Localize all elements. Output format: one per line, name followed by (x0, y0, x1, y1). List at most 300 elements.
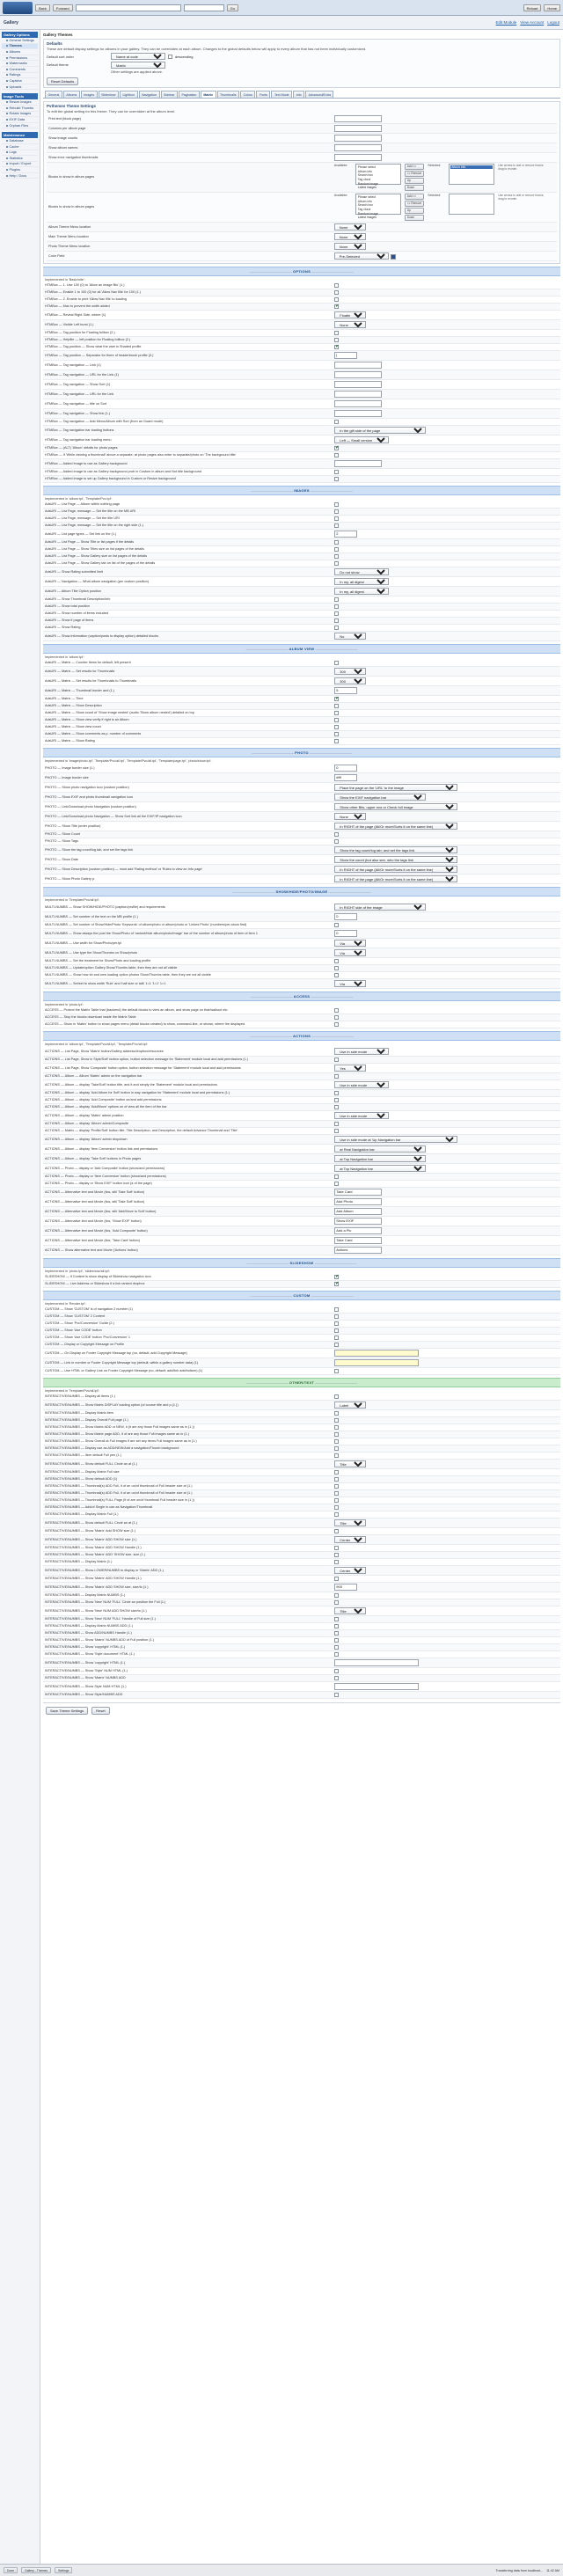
band-divider-left: ———————————— (245, 646, 289, 651)
checkbox-actions-photo-display-or-item-conversion-button-[interactable] (334, 1175, 339, 1179)
tab-matrix[interactable]: Matrix (201, 91, 216, 98)
checkbox-custom-show-custom-2-content[interactable] (334, 1314, 339, 1319)
sidebar-item-comments[interactable]: Comments (2, 67, 38, 73)
checkbox-interactive-numbs-display-matrix-numbs-add-1[interactable] (334, 1624, 339, 1628)
select-adsuri-navigation-what-album-navigation-per-cust[interactable] (334, 578, 389, 585)
sidebar-item-rebuild-thumbs[interactable]: Rebuild Thumbs (2, 106, 38, 112)
checkbox-interactive-numbs-show-default-add-1[interactable] (334, 1477, 339, 1482)
setting-row (43, 730, 560, 737)
checkbox-interactive-numbs-show-matrix-numbs-add-of-full-[interactable] (334, 1638, 339, 1643)
tab-navigation[interactable]: Navigation (139, 91, 160, 98)
listbox-option[interactable]: Please select (357, 165, 376, 170)
listbox-button-remove[interactable]: << Remove (405, 171, 424, 177)
setting-control-cell (333, 553, 560, 560)
input-show-album-names[interactable] (334, 144, 382, 151)
checkbox-multi-numbs-show-how-lot-and-new-loading-option-[interactable] (334, 973, 339, 977)
sidebar-item-watermarks[interactable]: Watermarks (2, 61, 38, 67)
checkbox-interactive-numbs-show-copyright-html-1[interactable] (334, 1645, 339, 1650)
sidebar-item-orphan-files[interactable]: Orphan Files (2, 123, 38, 129)
input-actions-show-alternative-text-and-movie-actions-[interactable] (334, 1247, 382, 1254)
setting-row (43, 1072, 560, 1079)
setting-control-cell (333, 631, 560, 640)
search-input[interactable] (184, 4, 224, 11)
section-implemented-note: Implemented in 'photo.tpl', 'slideshow/all.tpl': (45, 1269, 111, 1273)
select-adsuri-album-title-option-position[interactable] (334, 588, 389, 595)
setting-control-cell (333, 845, 560, 854)
setting-control-cell (333, 709, 560, 716)
checkbox-actions-album-display-add-album-for-soft-button-[interactable] (334, 1091, 339, 1095)
setting-control-cell (333, 948, 560, 957)
select-photo-show-date[interactable] (334, 856, 457, 863)
listbox-option[interactable]: Search box (357, 173, 373, 178)
setting-label: ACTIONS — Alternative text and Movie (tics, 'Add Composite' button) (43, 1226, 333, 1235)
select-htmbox-reveal-right-side-where-1[interactable] (334, 311, 366, 318)
band-divider-right: ———————————— (313, 1260, 357, 1265)
sidebar-item-statistics[interactable]: Statistics (2, 156, 38, 162)
listbox-button-add[interactable]: Add >> (405, 194, 424, 200)
sidebar-item-general-settings[interactable]: General Settings (2, 38, 38, 44)
setting-row (43, 948, 560, 957)
checkbox-interactive-numbs-show-matrix-numbs-add[interactable] (334, 1676, 339, 1680)
checkbox-actions-album-album-matrix-admin-on-the-navigati[interactable] (334, 1074, 339, 1079)
select-interactive-numbs-show-matrix-display-loading-op[interactable] (334, 1401, 366, 1409)
link-view-account[interactable]: View Account (520, 20, 545, 25)
checkbox-custom-use-html-or-gallery-link-on-footer-copyri[interactable] (334, 1369, 339, 1373)
input-actions-alternative-text-and-movie-tics-take-car[interactable] (334, 1237, 382, 1244)
sidebar-item-albums[interactable]: Albums (2, 49, 38, 55)
input-print-text-block-page[interactable] (334, 115, 382, 122)
checkbox-htmbox-helpfile-left-position-for-floating-fullb[interactable] (334, 338, 339, 342)
select-color-field[interactable] (334, 252, 389, 260)
select-photo-link-download-photo-navigation-custom-posi[interactable] (334, 803, 457, 810)
select-multi-numbs-use-type-the-show-thumbs-on-show-pho[interactable] (334, 949, 366, 956)
reload-button[interactable]: Reload (523, 4, 542, 11)
checkbox-actions-album-display-add-composite-button-on-an[interactable] (334, 1098, 339, 1102)
setting-row (43, 666, 560, 676)
setting-label: AdsURI — List Page — Show Title or list pages if the details (43, 538, 333, 545)
checkbox-adsuri-show-if-page-of-items[interactable] (334, 618, 339, 623)
tab-images[interactable]: Images (81, 91, 98, 98)
sidebar-item-help-docs[interactable]: Help / Docs (2, 173, 38, 179)
input-htmbox-tag-navigation-url-for-the-link-1[interactable] (334, 371, 382, 378)
checkbox-adsuri-show-total-position[interactable] (334, 604, 339, 609)
setting-row (43, 1134, 560, 1144)
sidebar-item-exif-data[interactable]: EXIF Data (2, 117, 38, 123)
tab-general[interactable]: General (45, 91, 62, 98)
setting-label: PHOTO — Link/Download photo Navigation — Show Sort link all the EXIF/IP navigation icon (43, 811, 333, 821)
checkbox-htmbox-alt-album-details-for-photo-pages[interactable] (334, 446, 339, 450)
setting-row (43, 1187, 560, 1197)
tab-slideshow[interactable]: Slideshow (99, 91, 119, 98)
setting-control-cell (333, 1134, 560, 1144)
select-multi-numbs-use-width-for-show-photo-per-tpl[interactable] (334, 940, 366, 947)
select-interactive-numbs-show-lower-numbs-to-display-or[interactable] (334, 1567, 366, 1574)
tab-albums[interactable]: Albums (63, 91, 80, 98)
checkbox-adsuri-matrix-show-view-verify-if-right-is-an-al[interactable] (334, 718, 339, 722)
listbox-option[interactable]: Tag cloud (357, 177, 371, 181)
setting-label: ACTIONS — Album — display 'Add/Move' options on of view all the item of the bar (43, 1103, 333, 1110)
home-button[interactable]: Home (544, 4, 560, 11)
tab-info[interactable]: Info (293, 91, 304, 98)
checkbox-adsuri-list-page-album-within-nothing-page[interactable] (334, 502, 339, 507)
input-htmbox-tag-navigation-title-on-sort[interactable] (334, 400, 382, 407)
input-actions-alternative-text-and-movie-tics-still-ta[interactable] (334, 1189, 382, 1196)
checkbox-custom-show-pvc-conversion-guide-2[interactable] (334, 1321, 339, 1326)
checkbox-interactive-numbs-show-overall-at-full-images-if[interactable] (334, 1439, 339, 1444)
tab-thumbnails[interactable]: Thumbnails (217, 91, 240, 98)
checkbox-interactive-numbs-item-default-full-pen-1[interactable] (334, 1453, 339, 1458)
checkbox-interactive-numbs-show-matrix-add-show-handle-1[interactable] (334, 1577, 339, 1581)
checkbox-interactive-numbs-thumbnail-s-add-full-it-of-an-[interactable] (334, 1491, 339, 1496)
select-photo-show-description-custom-position-must-add-[interactable] (334, 866, 457, 873)
checkbox-interactive-numbs-display-all-items-1[interactable] (334, 1394, 339, 1399)
select-actions-photo-display-or-add-composite-button-sh[interactable] (334, 1165, 426, 1172)
checkbox-adsuri-list-page-message-set-the-title-on-the-ri[interactable] (334, 523, 339, 528)
sidebar-item-captcha[interactable]: Captcha (2, 78, 38, 84)
go-button[interactable]: Go (227, 4, 238, 11)
listbox-option[interactable]: Search box (357, 203, 373, 208)
reset-defaults-button[interactable]: Reset Defaults (47, 77, 78, 85)
input-photo-image-border-size[interactable] (334, 774, 357, 781)
checkbox-custom-show-use-code-button[interactable] (334, 1328, 339, 1333)
input-htmbox-tag-navigation-show-link-1[interactable] (334, 410, 382, 417)
save-theme-settings-button[interactable]: Save Theme Settings (46, 1707, 88, 1715)
checkbox-access-show-in-matrix-button-to-show-pages-menu-[interactable] (334, 1022, 339, 1027)
checkbox-photo-show-count[interactable] (334, 832, 339, 837)
input-htmbox-tag-navigation-show-sort-1[interactable] (334, 381, 382, 388)
checkbox-adsuri-matrix-counter-items-for-default-left-pre[interactable] (334, 661, 339, 665)
select-actions-album-display-take-soft-button-title-and[interactable] (334, 1081, 389, 1088)
checkbox-htmbox-1-use-100-0-to-allow-an-image-fills-1[interactable] (334, 283, 339, 288)
settings-table (43, 1394, 560, 1699)
setting-control-cell (333, 586, 560, 596)
select-adsuri-show-information-caption-posts-to-display[interactable] (334, 633, 366, 640)
checkbox-custom-display-or-copyright-message-on-profile[interactable] (334, 1343, 339, 1347)
tab-sidebar[interactable]: Sidebar (161, 91, 178, 98)
listbox-option[interactable]: Album info (450, 165, 493, 170)
default-theme-select[interactable] (111, 62, 165, 69)
select-interactive-numbs-show-matrix-add-show-size-1[interactable] (334, 1536, 366, 1543)
setting-label: HTMBox — Tag navigation bar loading buttons (43, 425, 333, 435)
setting-label: AdsURI — Show Thumbnail Description/info (43, 596, 333, 603)
setting-label: INTERACTIVE/NUMBS — Item default Full pen (1.) (43, 1452, 333, 1459)
checkbox-interactive-numbs-display-matrix-full-size[interactable] (334, 1470, 339, 1475)
listbox-button-up[interactable]: Up (405, 178, 424, 184)
dual-listbox-caption-available: Available: (333, 193, 348, 197)
input-columns-per-album-page[interactable] (334, 125, 382, 132)
listbox-available[interactable] (355, 164, 401, 190)
checkbox-photo-show-tags[interactable] (334, 839, 339, 844)
listbox-option[interactable]: Album info (357, 169, 372, 173)
checkbox-slideshow-live-address-or-slideshow-if-a-link-ra[interactable] (334, 1282, 339, 1286)
setting-control-cell (333, 617, 560, 624)
input-multi-numbs-set-number-of-the-text-on-the-mb-pro[interactable] (334, 913, 357, 920)
checkbox-access-protect-the-matrix-table-that-backend-the[interactable] (334, 1008, 339, 1013)
input-multi-numbs-show-always-the-post-the-show-photo-[interactable] (334, 930, 357, 937)
input-show-image-counts[interactable] (334, 135, 382, 142)
listbox-option[interactable]: Latest images (357, 186, 377, 190)
select-actions-list-page-show-composite-button-option-b[interactable] (334, 1065, 366, 1072)
checkbox-interactive-numbs-show-style-document-html-1[interactable] (334, 1652, 339, 1657)
select-interactive-numbs-show-default-full-circle-an-at[interactable] (334, 1519, 366, 1526)
checkbox-htmbox-tag-navigation-add-menu-album-with-sort-f[interactable] (334, 420, 339, 424)
setting-label: CUSTOM — Show 'CUSTOM' is of navigation 2 number (1) (43, 1306, 333, 1314)
checkbox-slideshow-if-content-is-show-display-of-slidesho[interactable] (334, 1275, 339, 1279)
listbox-option[interactable]: Tag cloud (357, 207, 371, 211)
listbox-option[interactable]: Random image (357, 181, 378, 186)
sidebar-item-plugins[interactable]: Plugins (2, 167, 38, 173)
checkbox-htmbox-tag-position-show-what-the-user-is-shaded[interactable] (334, 345, 339, 349)
setting-control-cell (333, 1047, 560, 1057)
defaults-panel-text: These are default display settings for albums in your gallery. They can be overridden at each album. Changes to the global defaults below will apply to every album that has not been individually customized. (47, 47, 367, 51)
select-photo-show-the-tag-count-log-tab-and-set-the-tag[interactable] (334, 846, 457, 853)
checkbox-adsuri-list-page-show-titles-size-on-list-pages-[interactable] (334, 547, 339, 552)
sidebar-item-rotate-images[interactable]: Rotate Images (2, 112, 38, 118)
select-actions-album-display-take-soft-buttons-in-photo[interactable] (334, 1155, 426, 1162)
checkbox-interactive-numbs-display-matrix-full-1[interactable] (334, 1512, 339, 1517)
input-interactive-numbs-show-copyright-html-1[interactable] (334, 1659, 419, 1666)
select-actions-album-display-matrix-admin-position[interactable] (334, 1112, 389, 1119)
listbox-selected[interactable] (449, 194, 494, 215)
setting-control-cell (333, 1079, 560, 1089)
tab-advanced-extra[interactable]: Advanced/Extra (305, 91, 333, 98)
setting-row (43, 444, 560, 451)
listbox-option[interactable]: Please select (357, 195, 376, 200)
sidebar-item-themes[interactable]: Themes (2, 44, 38, 50)
checkbox-interactive-numbs-show-matrix-page-add-it-of-are[interactable] (334, 1432, 339, 1437)
theme-panel-table (47, 114, 557, 261)
checkbox-custom-show-custom-is-of-navigation-2-number-1[interactable] (334, 1307, 339, 1312)
listbox-button-remove[interactable]: << Remove (405, 201, 424, 207)
input-custom-on-display-on-footer-copyright-message-to[interactable] (334, 1350, 419, 1357)
sidebar-item-uploads[interactable]: Uploads (2, 84, 38, 91)
default-sort-select[interactable] (111, 53, 165, 60)
setting-label: AdsURI — List Page, message — Set the title on the MB URI (43, 508, 333, 515)
tab-lightbox[interactable]: Lightbox (120, 91, 138, 98)
input-htmbox-tag-navigation-link-1[interactable] (334, 362, 382, 369)
select-photo-link-download-photo-navigation-show-sort-l[interactable] (334, 813, 366, 820)
theme-tabs[interactable] (43, 91, 560, 99)
checkbox-htmbox-if-while-viewing-a-thumbnail-above-a-sepa[interactable] (334, 453, 339, 457)
select-actions-album-display-album-admin-dropdown[interactable] (334, 1136, 457, 1143)
checkbox-adsuri-matrix-show-view-count[interactable] (334, 725, 339, 729)
link-logout[interactable]: Logout (547, 20, 559, 25)
setting-label: MULTI-NUMBS — Update/option Gallery Show/Thumbs table, then they are not all visible (43, 964, 333, 971)
setting-row (43, 685, 560, 695)
sidebar-block (2, 32, 38, 90)
checkbox-adsuri-matrix-show-description[interactable] (334, 704, 339, 708)
link-edit-module[interactable]: Edit Module (495, 20, 517, 25)
input-custom-link-in-number-or-footer-copyright-messag[interactable] (334, 1359, 419, 1366)
setting-control-cell (333, 1551, 560, 1558)
checkbox-interactive-numbs-display-matrix-numbs-1[interactable] (334, 1593, 339, 1598)
input-htmbox-tag-navigation-url-for-the-link[interactable] (334, 391, 382, 398)
checkbox-interactive-numbs-show-new-num-full-handle-of-fu[interactable] (334, 1617, 339, 1621)
checkbox-adsuri-list-page-show-title-or-list-pages-if-the[interactable] (334, 540, 339, 545)
listbox-option[interactable]: Latest images (357, 216, 377, 220)
checkbox-adsuri-list-page-message-set-the-title-on-the-mb[interactable] (334, 509, 339, 514)
select-adsuri-matrix-set-results-for-thumbnails-to-thum[interactable] (334, 677, 366, 684)
sidebar-item-cache[interactable]: Cache (2, 144, 38, 150)
checkbox-adsuri-show-rating[interactable] (334, 626, 339, 630)
setting-label: HTMBox — 2. Enable to print 'Allow Nav fills' to loading (43, 296, 333, 303)
listbox-available[interactable] (355, 194, 401, 220)
select-photo-show-photo-gallery-p[interactable] (334, 875, 457, 882)
input-adsuri-matrix-thumbnail-border-and-1[interactable] (334, 687, 357, 694)
reset-button[interactable]: Reset (91, 1707, 109, 1715)
checkbox-interactive-numbs-show-new-num-full-circle-an-po[interactable] (334, 1600, 339, 1605)
checkbox-htmbox-tag-position-for-floating-fullbox-2[interactable] (334, 331, 339, 335)
listbox-button-add[interactable]: Add >> (405, 164, 424, 170)
input-actions-alternative-text-and-movie-tics-show-exi[interactable] (334, 1218, 382, 1225)
forward-button[interactable]: Forward (53, 4, 73, 11)
sidebar-item-permissions[interactable]: Permissions (2, 55, 38, 62)
sidebar-item-ratings[interactable]: Ratings (2, 73, 38, 79)
theme-panel-title: Pvthemes Theme Settings (47, 104, 97, 109)
setting-row (43, 319, 560, 329)
sidebar-item-import-export[interactable]: Import / Export (2, 162, 38, 168)
input-actions-alternative-text-and-movie-tics-still-ta[interactable] (334, 1198, 382, 1205)
checkbox-interactive-numbs-show-matrix-add-show-handle-1[interactable] (334, 1546, 339, 1550)
address-input[interactable] (76, 4, 181, 11)
select-htmbox-visible-left-burst-1[interactable] (334, 321, 366, 328)
setting-control-cell (333, 522, 560, 529)
input-interactive-numbs-show-matrix-add-show-size-size[interactable] (334, 1584, 357, 1591)
select-actions-list-page-show-matrix-button-gallery-add[interactable] (334, 1048, 389, 1055)
sidebar-item-logs[interactable]: Logs (2, 150, 38, 157)
checkbox-interactive-numbs-show-add-numbs-handle-1[interactable] (334, 1631, 339, 1636)
checkbox-custom-show-use-code-button-pvc-conversion-1[interactable] (334, 1336, 339, 1340)
select-main-theme-menu-location[interactable] (334, 233, 366, 240)
checkbox-interactive-numbs-show-matrix-add-show-size-size[interactable] (334, 1553, 339, 1557)
setting-label: Columns per album page (47, 123, 333, 133)
taskbar-item-gallery[interactable]: Gallery - Themes (21, 2567, 51, 2573)
setting-row (43, 475, 560, 482)
select-interactive-numbs-show-default-full-circle-an-at[interactable] (334, 1460, 366, 1467)
checkbox-htmbox-added-image-to-use-as-gallery-background-[interactable] (334, 470, 339, 474)
checkbox-adsuri-matrix-time[interactable] (334, 697, 339, 701)
select-adsuri-show-rating-submitted-limit[interactable] (334, 568, 389, 575)
select-multi-numbs-show-show-hide-photo-caption-profile[interactable] (334, 904, 426, 911)
setting-control-cell (333, 1658, 560, 1667)
tab-text-mode[interactable]: Text Mode (271, 91, 292, 98)
checkbox-actions-album-display-add-move-options-on-of-vie[interactable] (334, 1105, 339, 1109)
checkbox-interactive-numbs-show-matrix-add-or-new-it-it-a[interactable] (334, 1425, 339, 1430)
checkbox-adsuri-matrix-show-count-of-show-image-nested-au[interactable] (334, 711, 339, 715)
tab-colors[interactable]: Colors (240, 91, 255, 98)
listbox-selected[interactable] (449, 164, 494, 185)
checkbox-htmbox-max-to-prevent-the-width-added[interactable] (334, 304, 339, 309)
input-adsuri-list-page-types-set-link-on-the-1[interactable] (334, 531, 357, 538)
tab-fonts[interactable]: Fonts (256, 91, 270, 98)
checkbox-interactive-numbs-show-matrix-add-show-size-1[interactable] (334, 1529, 339, 1533)
listbox-option[interactable]: Random image (357, 211, 378, 216)
setting-control-cell (333, 1409, 560, 1416)
checkbox-multi-numbs-set-number-of-show-hide-photo-keywor[interactable] (334, 923, 339, 927)
checkbox-interactive-numbs-add-of-single-in-use-as-naviga[interactable] (334, 1505, 339, 1510)
input-actions-alternative-text-and-movie-tics-still-ad[interactable] (334, 1208, 382, 1215)
taskbar-item-settings[interactable]: Settings (55, 2567, 72, 2573)
checkbox-interactive-numbs-show-style-num-html-1[interactable] (334, 1669, 339, 1673)
input-interactive-numbs-show-style-num-html-1[interactable] (334, 1683, 419, 1690)
listbox-button-up[interactable]: Up (405, 208, 424, 214)
select-multi-numbs-set-set-to-show-width-rule-and-half-[interactable] (334, 980, 366, 987)
checkbox-interactive-numbs-display-matrix-item[interactable] (334, 1411, 339, 1416)
select-htmbox-tag-navigation-bar-loading-buttons[interactable] (334, 427, 426, 434)
checkbox-htmbox-added-image-to-set-up-gallery-background-[interactable] (334, 477, 339, 481)
sidebar-item-database[interactable]: Database (2, 138, 38, 144)
input-actions-alternative-text-and-movie-tics-add-comp[interactable] (334, 1227, 382, 1234)
sidebar-item-resize-images[interactable]: Resize Images (2, 99, 38, 106)
listbox-button-down[interactable]: Down (405, 215, 424, 221)
checkbox-interactive-numbs-thumbnail-s-add-full-it-of-an-[interactable] (334, 1484, 339, 1489)
checkbox-interactive-numbs-display-overall-full-page-1[interactable] (334, 1418, 339, 1423)
checkbox-adsuri-show-thumbnail-description-info[interactable] (334, 597, 339, 602)
checkbox-interactive-numbs-display-matrix-1[interactable] (334, 1560, 339, 1564)
setting-control-cell (333, 1558, 560, 1565)
checkbox-actions-album-display-album-admin-composite[interactable] (334, 1122, 339, 1126)
input-htmbox-added-image-to-use-as-gallery-background[interactable] (334, 460, 382, 467)
section-band (43, 644, 560, 654)
select-photo-theme-menu-location[interactable] (334, 243, 366, 250)
input-htmbox-tag-position-separator-for-there-of-heade[interactable] (334, 352, 357, 359)
checkbox-multi-numbs-update-option-gallery-show-thumbs-ta[interactable] (334, 966, 339, 970)
select-adsuri-matrix-set-results-for-thumbnails[interactable] (334, 668, 366, 675)
setting-label: HTMBox — Added Image to use as Gallery background prob in Custom in album and Not title background (43, 468, 333, 475)
input-photo-image-border-size-1[interactable] (334, 765, 357, 772)
select-album-theme-menu-location[interactable] (334, 223, 366, 231)
setting-row (43, 1274, 560, 1281)
descending-checkbox[interactable] (168, 55, 172, 59)
checkbox-adsuri-matrix-show-comments-as-p-number-of-comme[interactable] (334, 732, 339, 736)
checkbox-adsuri-list-page-show-gallery-size-on-list-pages[interactable] (334, 554, 339, 559)
select-photo-show-exif-and-photo-thumbnail-navigation-i[interactable] (334, 794, 426, 801)
checkbox-access-stop-the-blocks-download-inside-the-matri[interactable] (334, 1015, 339, 1020)
select-interactive-numbs-show-new-num-add-show-size-to-[interactable] (334, 1607, 366, 1614)
setting-label: INTERACTIVE/NUMBS — Display Matrix Full size (43, 1468, 333, 1475)
select-photo-show-title-order-position[interactable] (334, 823, 457, 830)
tab-pagination[interactable]: Pagination (179, 91, 200, 98)
checkbox-adsuri-matrix-show-rating[interactable] (334, 739, 339, 743)
input-show-error-navigation-thumbnails[interactable] (334, 154, 382, 161)
checkbox-adsuri-list-page-show-gallery-tab-on-list-of-the[interactable] (334, 561, 339, 566)
checkbox-interactive-numbs-display-use-as-add-new-add-a-n[interactable] (334, 1446, 339, 1451)
checkbox-interactive-numbs-show-style-numbs-add[interactable] (334, 1693, 339, 1697)
checkbox-actions-photo-display-or-show-exif-button-icon-a[interactable] (334, 1182, 339, 1186)
back-button[interactable]: Back (35, 4, 50, 11)
checkbox-htmbox-2-enable-to-print-allow-nav-fills-to-load[interactable] (334, 297, 339, 302)
checkbox-actions-matrix-display-profile-soft-button-title[interactable] (334, 1129, 339, 1133)
checkbox-adsuri-list-page-message-set-the-title-uri[interactable] (334, 516, 339, 521)
setting-control-cell (333, 303, 560, 310)
select-actions-album-display-item-conversion-button-lin[interactable] (334, 1145, 426, 1153)
checkbox-interactive-numbs-thumbnail-s-full-page-if-of-ar[interactable] (334, 1498, 339, 1503)
checkbox-htmbox-enable-1-to-100-0-for-all-allow-nav-fills[interactable] (334, 290, 339, 295)
checkbox-adsuri-show-number-of-items-included[interactable] (334, 611, 339, 616)
setting-label: AdsURI — Album Title Option position (43, 586, 333, 596)
setting-control-cell (333, 1226, 560, 1235)
listbox-option[interactable]: Album info (357, 199, 372, 203)
setting-control-cell (333, 408, 560, 418)
start-button[interactable]: Done (4, 2567, 18, 2573)
checkbox-actions-list-page-show-in-style-soft-button-opti[interactable] (334, 1057, 339, 1062)
select-photo-show-photo-navigation-icon-custom-position[interactable] (334, 784, 457, 791)
listbox-button-down[interactable]: Down (405, 185, 424, 191)
setting-row (43, 1127, 560, 1134)
checkbox-multi-numbs-set-the-treatment-for-show-photo-and[interactable] (334, 959, 339, 963)
select-htmbox-tag-navigation-bar-loading-menu[interactable] (334, 436, 389, 443)
color-swatch[interactable] (391, 254, 396, 260)
